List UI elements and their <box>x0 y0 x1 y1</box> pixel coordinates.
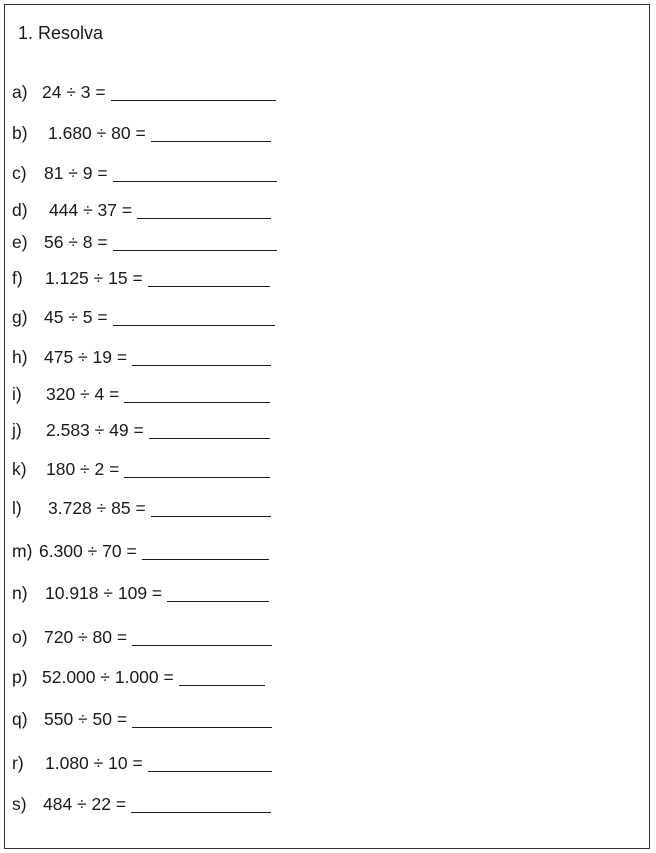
answer-blank[interactable] <box>111 84 276 101</box>
problem-e <box>12 229 277 255</box>
problem-letter: b) <box>12 123 28 143</box>
answer-blank[interactable] <box>132 349 271 366</box>
problem-letter: q) <box>12 709 28 729</box>
problem-expression: 320 ÷ 4 = <box>46 384 120 404</box>
problem-letter: n) <box>12 583 28 603</box>
problem-letter: k) <box>12 459 27 479</box>
answer-blank[interactable] <box>142 543 269 560</box>
problem-letter: f) <box>12 268 23 288</box>
problem-d <box>12 197 271 223</box>
problem-expression: 475 ÷ 19 = <box>44 347 128 367</box>
answer-blank[interactable] <box>113 234 277 251</box>
answer-blank[interactable] <box>179 669 265 686</box>
problem-letter: j) <box>12 420 22 440</box>
problem-c <box>12 160 277 186</box>
problem-letter: l) <box>12 498 22 518</box>
answer-blank[interactable] <box>132 629 272 646</box>
problem-i <box>12 381 270 407</box>
problem-letter: m) <box>12 541 33 561</box>
problem-a <box>12 79 276 105</box>
problem-letter: a) <box>12 82 28 102</box>
answer-blank[interactable] <box>124 386 270 403</box>
problem-n <box>12 580 269 606</box>
problem-q <box>12 706 272 732</box>
problem-expression: 3.728 ÷ 85 = <box>48 498 146 518</box>
problem-expression: 484 ÷ 22 = <box>43 794 127 814</box>
problem-k <box>12 456 270 482</box>
problem-expression: 1.125 ÷ 15 = <box>45 268 143 288</box>
problem-g <box>12 304 275 330</box>
problem-expression: 6.300 ÷ 70 = <box>39 541 137 561</box>
answer-blank[interactable] <box>113 165 277 182</box>
problem-letter: r) <box>12 753 24 773</box>
problem-letter: d) <box>12 200 28 220</box>
exercise-title: 1. Resolva <box>18 23 104 43</box>
problem-p <box>12 664 265 690</box>
answer-blank[interactable] <box>167 585 269 602</box>
problem-f <box>12 265 270 291</box>
answer-blank[interactable] <box>149 422 270 439</box>
answer-blank[interactable] <box>131 796 271 813</box>
problem-l <box>12 495 271 521</box>
problem-letter: c) <box>12 163 27 183</box>
answer-blank[interactable] <box>151 500 271 517</box>
answer-blank[interactable] <box>151 125 271 142</box>
problem-expression: 45 ÷ 5 = <box>44 307 108 327</box>
worksheet-frame <box>4 4 650 849</box>
answer-blank[interactable] <box>124 461 270 478</box>
answer-blank[interactable] <box>137 202 271 219</box>
problem-expression: 180 ÷ 2 = <box>46 459 120 479</box>
problem-letter: g) <box>12 307 28 327</box>
problem-letter: i) <box>12 384 22 404</box>
problem-expression: 444 ÷ 37 = <box>49 200 133 220</box>
problem-expression: 52.000 ÷ 1.000 = <box>42 667 174 687</box>
problem-b <box>12 120 271 146</box>
problem-expression: 2.583 ÷ 49 = <box>46 420 144 440</box>
problem-expression: 1.680 ÷ 80 = <box>48 123 146 143</box>
answer-blank[interactable] <box>113 309 275 326</box>
problem-expression: 10.918 ÷ 109 = <box>45 583 163 603</box>
problem-expression: 550 ÷ 50 = <box>44 709 128 729</box>
problem-letter: p) <box>12 667 28 687</box>
problem-expression: 720 ÷ 80 = <box>44 627 128 647</box>
problem-letter: s) <box>12 794 27 814</box>
problem-r <box>12 750 272 776</box>
problem-letter: e) <box>12 232 28 252</box>
problem-h <box>12 344 271 370</box>
problem-letter: h) <box>12 347 28 367</box>
problem-expression: 24 ÷ 3 = <box>42 82 106 102</box>
problem-expression: 81 ÷ 9 = <box>44 163 108 183</box>
problem-s <box>12 791 271 817</box>
problem-letter: o) <box>12 627 28 647</box>
answer-blank[interactable] <box>148 755 272 772</box>
answer-blank[interactable] <box>148 270 270 287</box>
problem-expression: 56 ÷ 8 = <box>44 232 108 252</box>
answer-blank[interactable] <box>132 711 272 728</box>
problem-j <box>12 417 270 443</box>
problem-m <box>12 538 269 564</box>
problem-o <box>12 624 272 650</box>
problem-expression: 1.080 ÷ 10 = <box>45 753 143 773</box>
